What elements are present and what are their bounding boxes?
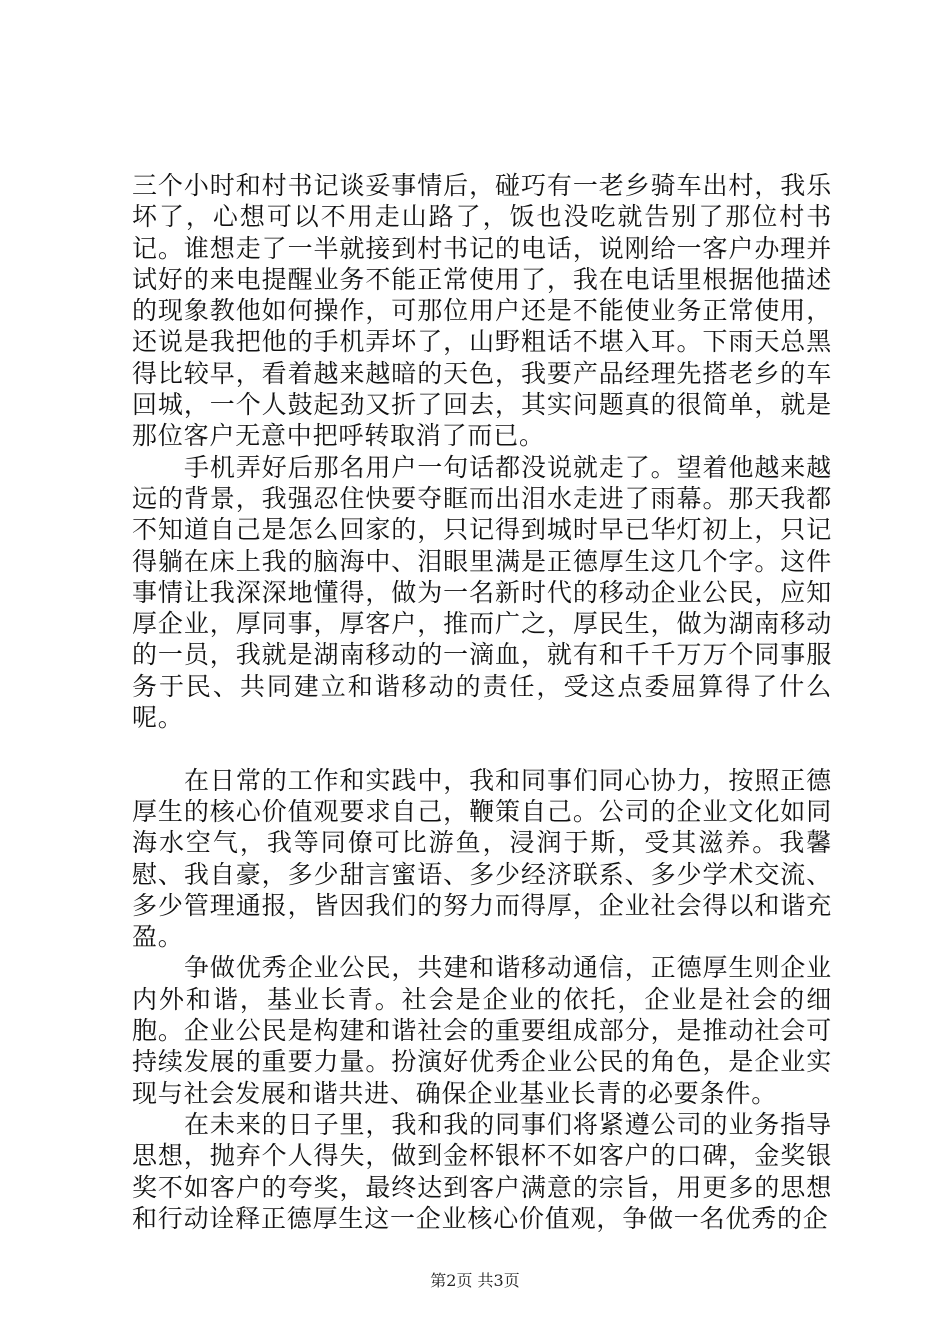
paragraph-spacer (132, 733, 832, 764)
document-body (132, 170, 832, 1234)
paragraph-5: 在未来的日子里，我和我的同事们将紧遵公司的业务指导思想，抛弃个人得失，做到金杯银杯不如客户的口碑，金奖银奖不如客户的夸奖，最终达到客户满意的宗旨，用更多的思想和行动诠释正德厚生这一企业核心价值观，争做一名优秀的企 (132, 1109, 832, 1233)
paragraph-3: 在日常的工作和实践中，我和同事们同心协力，按照正德厚生的核心价值观要求自己，鞭策自己。公司的企业文化如同海水空气，我等同僚可比游鱼，浸润于斯，受其滋养。我馨慰、我自豪，多少甜言蜜语、多少经济联系、多少学术交流、多少管理通报，皆因我们的努力而得厚，企业社会得以和谐充盈。 (132, 765, 832, 952)
page-number-footer: 第2页 共3页 (430, 1271, 520, 1290)
paragraph-4: 争做优秀企业公民，共建和谐移动通信，正德厚生则企业内外和谐，基业长青。社会是企业的依托，企业是社会的细胞。企业公民是构建和谐社会的重要组成部分，是推动社会可持续发展的重要力量。扮演好优秀企业公民的角色，是企业实现与社会发展和谐共进、确保企业基业长青的必要条件。 (132, 953, 832, 1108)
paragraph-1: 三个小时和村书记谈妥事情后，碰巧有一老乡骑车出村，我乐坏了，心想可以不用走山路了，饭也没吃就告别了那位村书记。谁想走了一半就接到村书记的电话，说刚给一客户办理并试好的来电提醒业务不能正常使用了，我在电话里根据他描述的现象教他如何操作，可那位用户还是不能使业务正常使用，还说是我把他的手机弄坏了，山野粗话不堪入耳。下雨天总黑得比较早，看着越来越暗的天色，我要产品经理先搭老乡的车回城，一个人鼓起劲又折了回去，其实问题真的很简单，就是那位客户无意中把呼转取消了而已。 (132, 171, 832, 451)
paragraph-2: 手机弄好后那名用户一句话都没说就走了。望着他越来越远的背景，我强忍住快要夺眶而出泪水走进了雨幕。那天我都不知道自己是怎么回家的，只记得到城时早已华灯初上，只记得躺在床上我的脑海中、泪眼里满是正德厚生这几个字。这件事情让我深深地懂得，做为一名新时代的移动企业公民，应知厚企业，厚同事，厚客户，推而广之，厚民生，做为湖南移动的一员，我就是湖南移动的一滴血，就有和千千万万个同事服务于民、共同建立和谐移动的责任，受这点委屈算得了什么呢。 (132, 452, 832, 733)
